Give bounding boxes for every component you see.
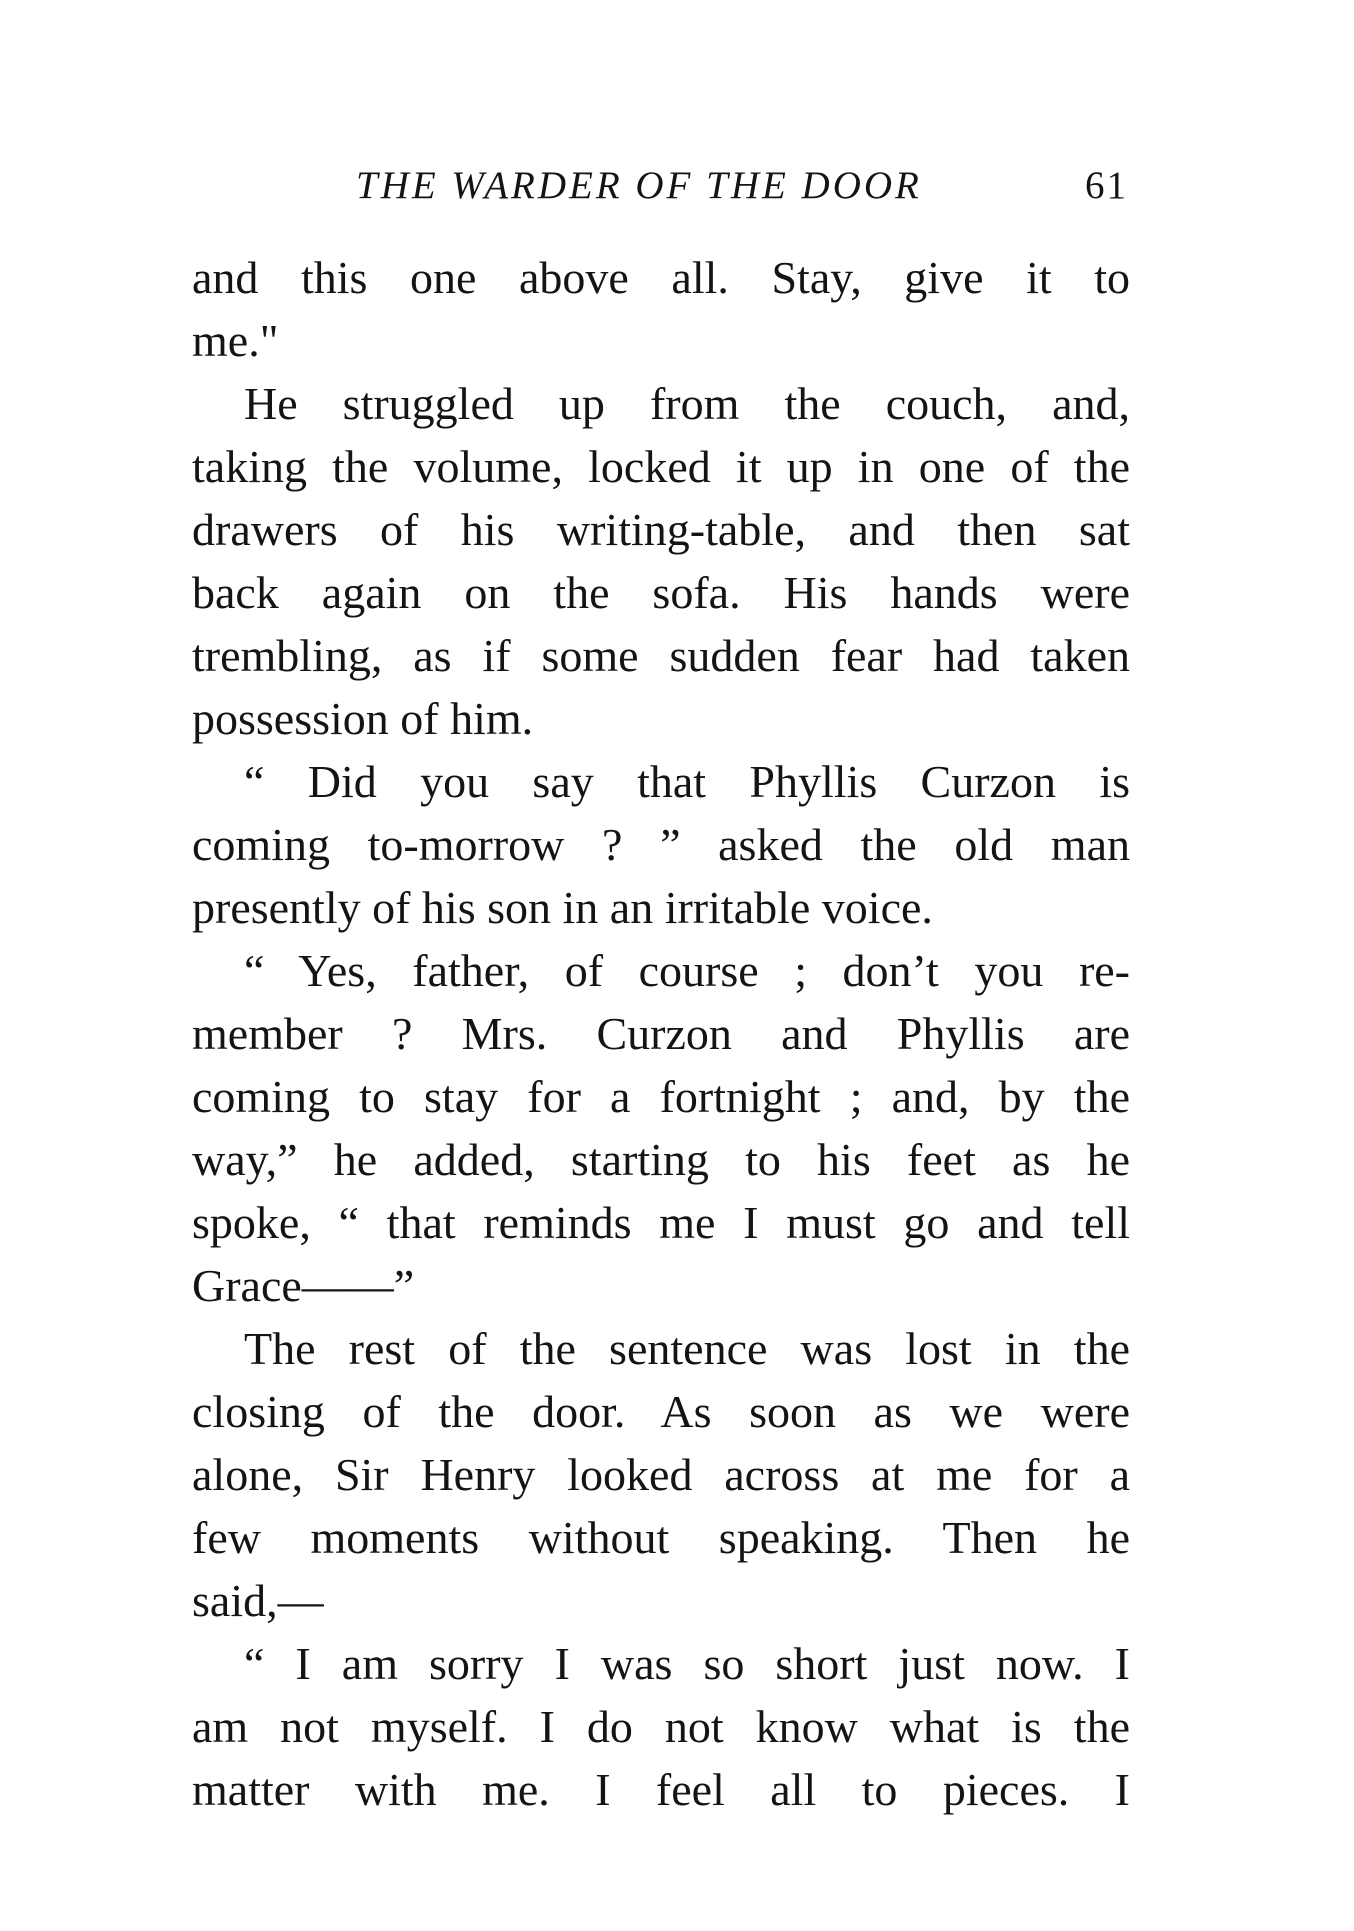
text-line: coming to-morrow ? ” asked the old man <box>192 819 1130 870</box>
text-line: trembling, as if some sudden fear had taken <box>192 630 1130 681</box>
text-line: matter with me. I feel all to pieces. I <box>192 1764 1130 1815</box>
text-line: alone, Sir Henry looked across at me for a <box>192 1449 1130 1500</box>
text-line: and this one above all. Stay, give it to <box>192 252 1130 303</box>
text-line: few moments without speaking. Then he <box>192 1512 1130 1563</box>
text-line: The rest of the sentence was lost in the <box>244 1323 1130 1374</box>
text-line: “ Did you say that Phyllis Curzon is <box>244 756 1130 807</box>
text-line: said,— <box>192 1575 324 1626</box>
running-title: THE WARDER OF THE DOOR <box>356 164 922 207</box>
text-line: taking the volume, locked it up in one of the <box>192 441 1130 492</box>
text-line: possession of him. <box>192 693 534 744</box>
text-line: presently of his son in an irritable voice. <box>192 882 933 933</box>
text-line: coming to stay for a fortnight ; and, by the <box>192 1071 1130 1122</box>
page-number: 61 <box>1085 164 1128 207</box>
text-line: way,” he added, starting to his feet as he <box>192 1134 1130 1185</box>
text-line: He struggled up from the couch, and, <box>244 378 1130 429</box>
text-line: me." <box>192 315 279 366</box>
text-line: back again on the sofa. His hands were <box>192 567 1130 618</box>
text-line: member ? Mrs. Curzon and Phyllis are <box>192 1008 1130 1059</box>
text-line: closing of the door. As soon as we were <box>192 1386 1130 1437</box>
text-line: am not myself. I do not know what is the <box>192 1701 1130 1752</box>
running-head <box>190 160 1128 212</box>
text-line: “ Yes, father, of course ; don’t you re- <box>244 945 1130 996</box>
text-line: Grace——” <box>192 1260 415 1311</box>
text-line: “ I am sorry I was so short just now. I <box>244 1638 1130 1689</box>
body-text <box>192 246 1130 1821</box>
text-line: spoke, “ that reminds me I must go and tell <box>192 1197 1130 1248</box>
text-line: drawers of his writing-table, and then sat <box>192 504 1130 555</box>
